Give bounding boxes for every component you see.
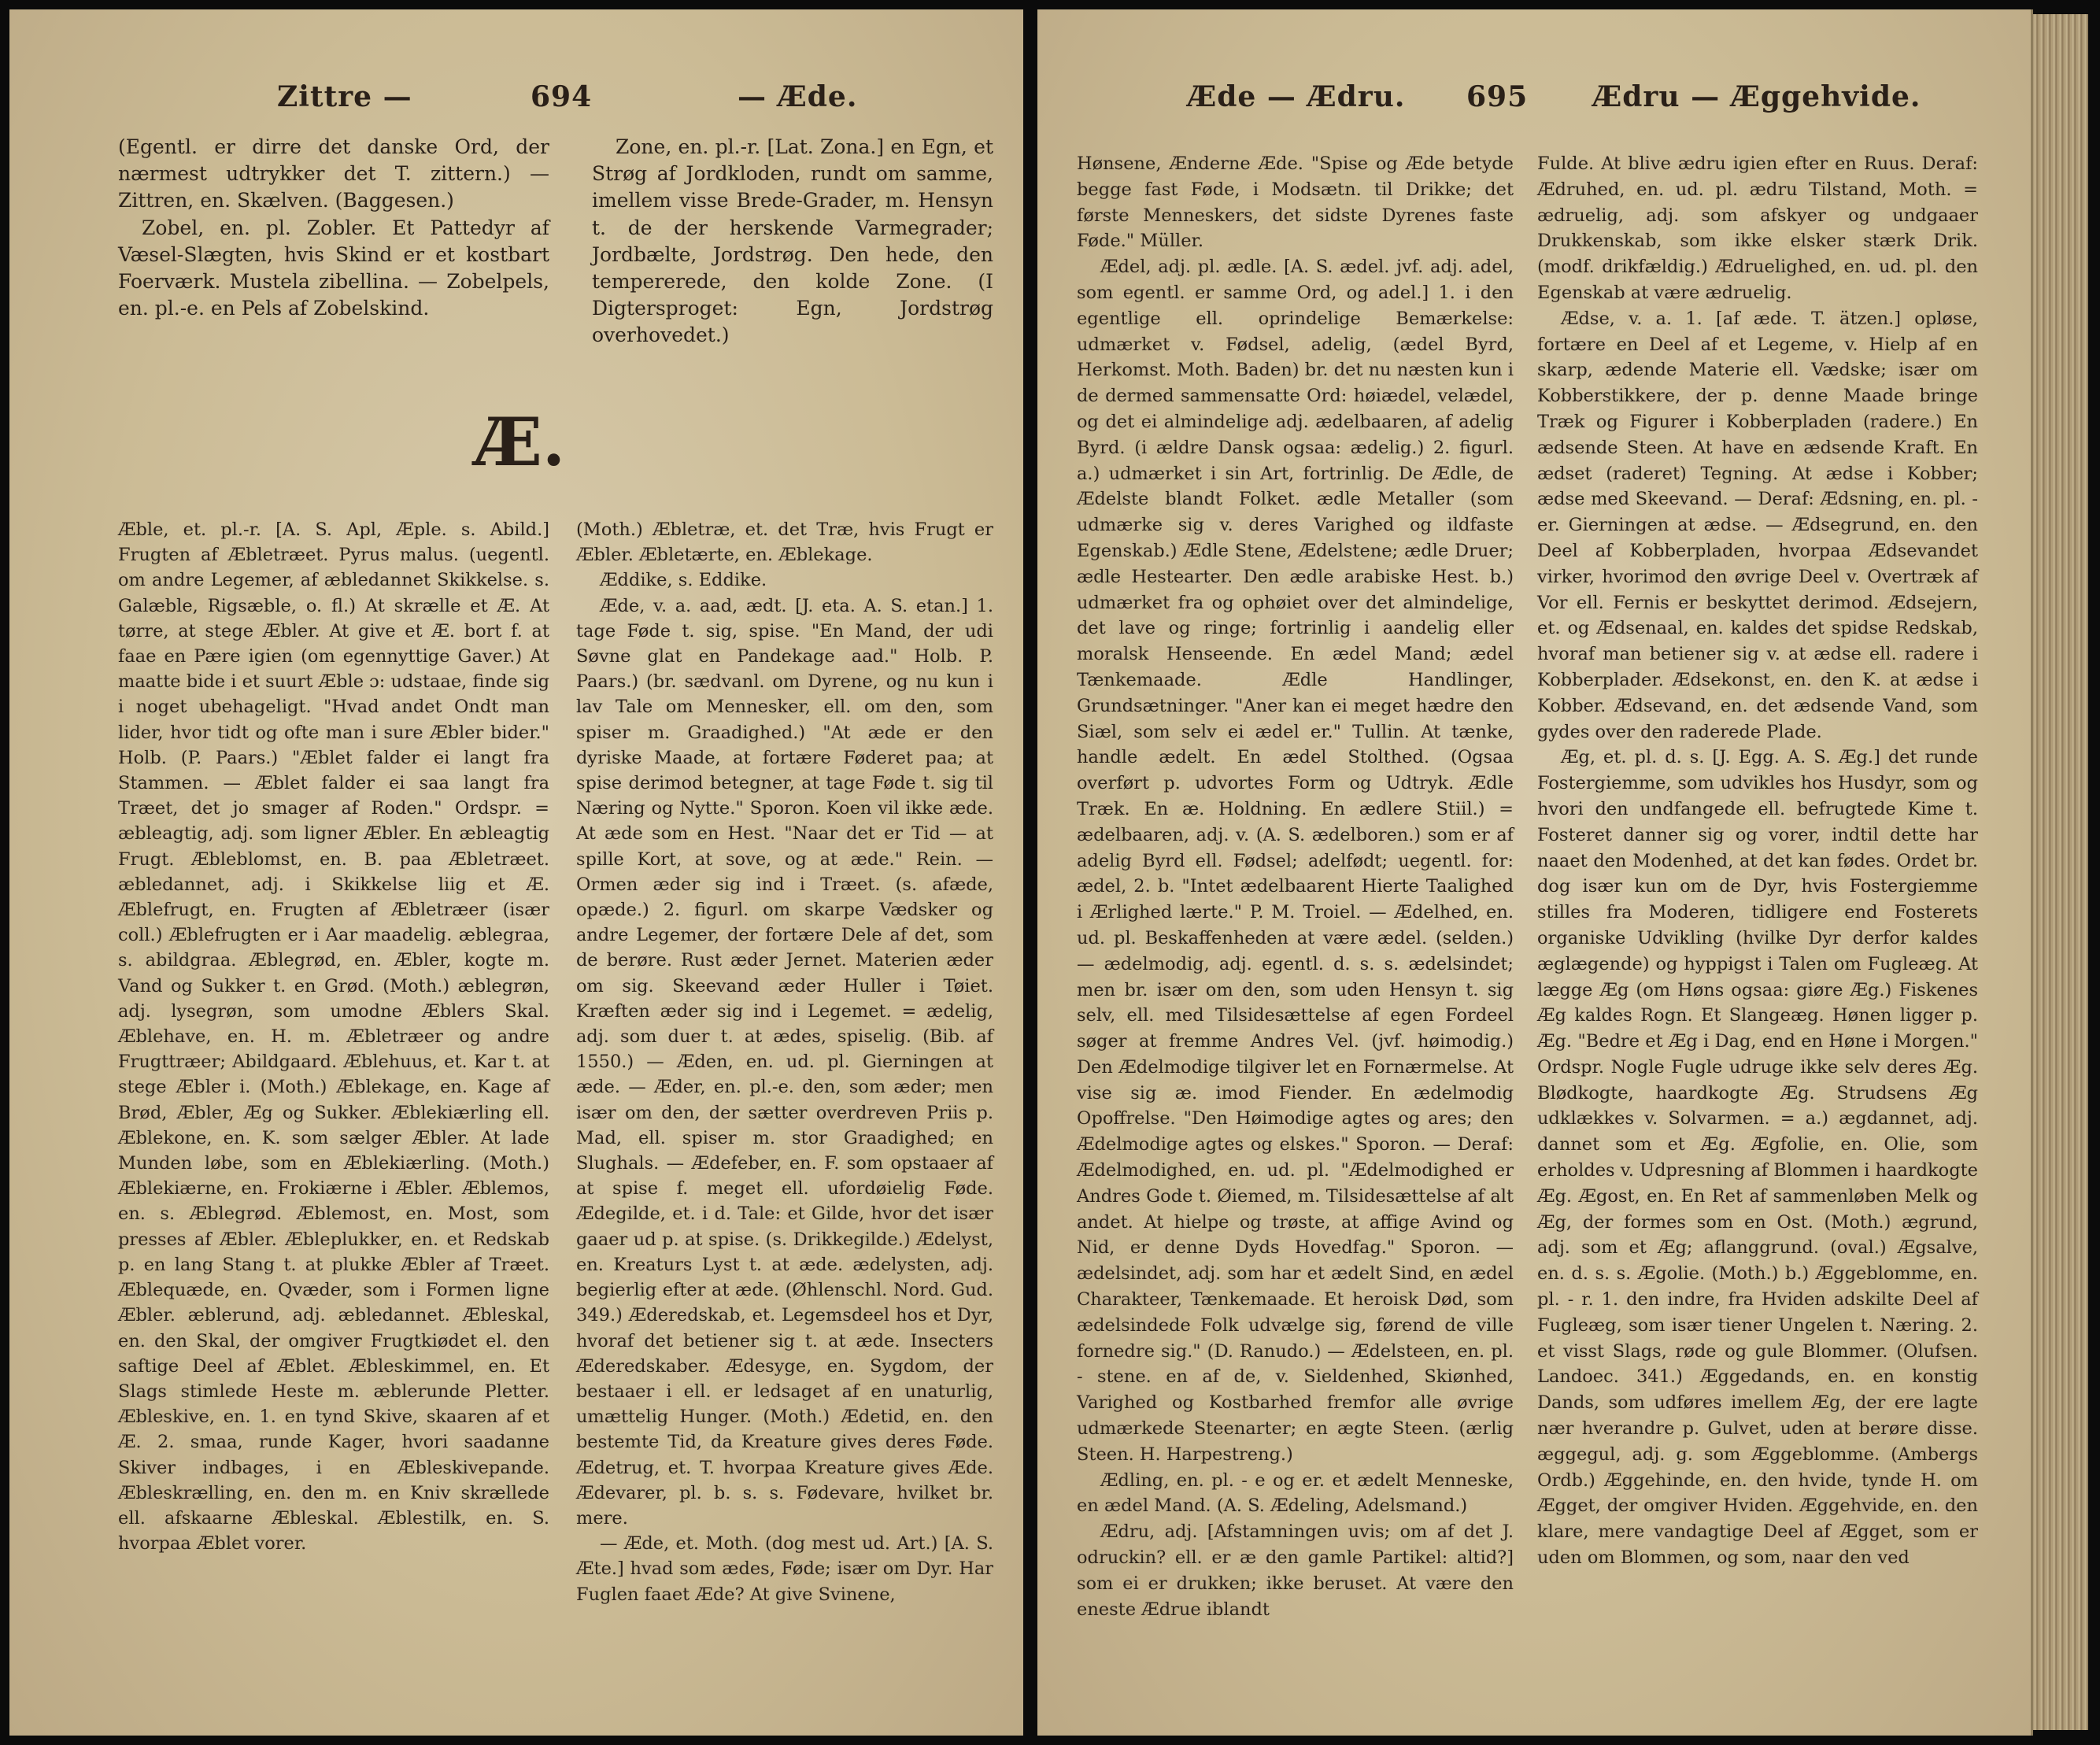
- left-top-column-1: [118, 134, 549, 322]
- left-column-2: [576, 517, 993, 1607]
- entry-aede-verb: Æde, v. a. aad, ædt. [J. eta. A. S. etan.] 1. tage Føde t. sig, spise. "En Mand, der udi Søvne glat en Pandekage aad." Holb. P. Paars.) (br. sædvanl. om Dyrene, og nu kun i lav Tale om Mennesker, ell. om den, som spiser m. Graadighed.) "At æde er den dyriske Maade, at fortære Føderet paa; at spise derimod betegner, at tage Føde t. sig til Næring og Nytte." Sporon. Koen vil ikke æde. At æde som en Hest. "Naar det er Tid — at spille Kort, at sove, og at æde." Rein. — Ormen æder sig ind i Træet. (s. afæde, opæde.) 2. figurl. om skarpe Vædsker og andre Legemer, der fortære Dele af det, som de berøre. Rust æder Jernet. Materien æder om sig. Skeevand æder Huller i Tøiet. Kræften æder sig ind i Legemet. = ædelig, adj. som duer t. at ædes, spiselig. (Bib. af 1550.) — Æden, en. ud. pl. Gierningen at æde. — Æder, en. pl.-e. den, som æder; men især om den, der sætter overdreven Priis p. Mad, ell. spiser m. stor Graadighed; en Slughals. — Ædefeber, en. F. som opstaaer af at spise f. meget ell. ufordøielig Føde. Ædegilde, et. i d. Tale: et Gilde, hvor det især gaaer ud p. at spise. (s. Drikkegilde.) Ædelyst, en. Kreaturs Lyst t. at æde. ædelysten, adj. begierlig efter at æde. (Øhlenschl. Nord. Gud. 349.) Æderedskab, et. Legemsdeel hos et Dyr, hvoraf det betiener sig t. at æde. Insecters Æderedskaber. Ædesyge, en. Sygdom, der bestaaer i ell. er ledsaget af en unaturlig, umættelig Hunger. (Moth.) Ædetid, en. den bestemte Tid, da Kreature gives deres Føde. Ædetrug, et. T. hvorpaa Kreature gives Æde. Ædevarer, pl. b. s. s. Fødevare, hvilket br. mere.: [576, 595, 993, 1529]
- entry-aedru: Ædru, adj. [Afstamningen uvis; om af det J. odruckin? ell. er æ den gamle Partikel: altid?] som ei er drukken; ikke beruset. At være den eneste Ædrue iblandt: [1077, 1521, 1514, 1620]
- entry-zobel: Zobel, en. pl. Zobler. Et Pattedyr af Væsel-Slægten, hvis Skind er et kostbart Foerværk. Mustela zibellina. — Zobelpels, en. pl.-e. en Pels af Zobelskind.: [118, 216, 549, 320]
- entry-aebletrae: (Moth.) Æbletræ, et. det Træ, hvis Frugt er Æbler. Æbletærte, en. Æblekage.: [576, 519, 993, 566]
- entry-aeble: Æble, et. pl.-r. [A. S. Apl, Æple. s. Abild.] Frugten af Æbletræet. Pyrus malus. (uegentl. om andre Legemer, af æbledannet Skikkelse. s. Galæble, Rigsæble, o. fl.) At skrælle et Æ. At tørre, at stege Æbler. At give et Æ. bort f. at faae en Pære igien (om egennyttige Gaver.) At maatte bide i et suurt Æble ɔ: udstaae, finde sig i noget ubehageligt. "Hvad andet Ondt man lider, hvor tidt og ofte man i sure Æbler bider." Holb. (P. Paars.) "Æblet falder ei langt fra Stammen. — Æblet falder ei saa langt fra Træet, det jo smager af Roden." Ordspr. = æbleagtig, adj. som ligner Æbler. En æbleagtig Frugt. Æbleblomst, en. B. paa Æbletræet. æbledannet, adj. i Skikkelse liig et Æ. Æblefrugt, en. Frugten af Æbletræer (især coll.) Æblefrugten er i Aar maadelig. æblegraa, s. abildgraa. Æblegrød, en. Æbler, kogte m. Vand og Sukker t. en Grød. (Moth.) æblegrøn, adj. lysegrøn, som umodne Æblers Skal. Æblehave, en. H. m. Æbletræer og andre Frugttræer; Abildgaard. Æblehuus, et. Kar t. at stege Æbler i. (Moth.) Æblekage, en. Kage af Brød, Æbler, Æg og Sukker. Æblekiærling ell. Æblekone, en. K. som sælger Æbler. At lade Munden løbe, som en Æblekiærling. (Moth.) Æblekiærne, en. Frokiærne i Æbler. Æblemos, en. s. Æblegrød. Æblemost, en. Most, som presses af Æbler. Æbleplukker, en. et Redskab p. en lang Stang t. at plukke Æbler af Træet. Æblequæde, en. Qvæder, som i Formen ligne Æbler. æblerund, adj. æbledannet. Æbleskal, en. den Skal, der omgiver Frugtkiødet el. den saftige Deel af Æblet. Æbleskimmel, en. Et Slags stimlede Heste m. æblerunde Pletter. Æbleskive, en. 1. en tynd Skive, skaaren af et Æ. 2. smaa, runde Kager, hvori saadanne Skiver indbages, i en Æbleskivepande. Æbleskrælling, en. den m. en Kniv skrællede ell. afskaarne Æbleskal. Æblestilk, en. S. hvorpaa Æblet vorer.: [118, 519, 549, 1555]
- right-column-1: [1077, 151, 1514, 1622]
- right-column-2: [1537, 151, 1978, 1571]
- entry-aede-cont: Hønsene, Ænderne Æde. "Spise og Æde betyde begge fast Føde, i Modsætn. til Drikke; det første Menneskers, det sidste Dyrenes faste Føde." Müller.: [1077, 153, 1514, 252]
- entry-aedse: Ædse, v. a. 1. [af æde. T. ätzen.] opløse, fortære en Deel af et Legeme, v. Hielp af en skarp, ædende Materie ell. Vædske; især om Kobberstikkere, der p. denne Maade bringe Træk og Figurer i Kobberpladen (radere.) En ædsende Steen. At have en ædsende Kraft. En ædset (raderet) Tegning. At ædse i Kobber; ædse med Skeevand. — Deraf: Ædsning, en. pl. - er. Gierningen at ædse. — Ædsegrund, en. den Deel af Kobberpladen, hvorpaa Ædsevandet virker, hvorimod den øvrige Deel v. Overtræk af Vor ell. Fernis er beskyttet derimod. Ædsejern, et. og Ædsenaal, en. kaldes det spidse Redskab, hvoraf man betiener sig v. at ædse ell. radere i Kobberplader. Ædsekonst, en. den K. at ædse i Kobber. Ædsevand, en. det ædsende Vand, som gydes over den raderede Plade.: [1537, 308, 1978, 742]
- page-edges: [2033, 14, 2088, 1730]
- left-running-head-end: — Æde.: [738, 80, 858, 113]
- entry-aeg: Æg, et. pl. d. s. [J. Egg. A. S. Æg.] det runde Fostergiemme, som udvikles hos Husdyr, som og hvori den undfangede ell. befrugtede Kime t. Fosteret danner sig og vorer, indtil dette har naaet den Modenhed, at det kan fødes. Ordet br. dog især kun om de Dyr, hvis Fostergiemme stilles fra Moderen, tidligere end Fosterets organiske Udvikling (hvilke Dyr derfor kaldes æglægende) og hyppigst i Talen om Fugleæg. At lægge Æg (om Høns ogsaa: giøre Æg.) Fiskenes Æg kaldes Rogn. Et Slangeæg. Hønen ligger p. Æg. "Bedre et Æg i Dag, end en Høne i Morgen." Ordspr. Nogle Fugle udruge ikke selv deres Æg. Blødkogte, haardkogte Æg. Strudsens Æg udklækkes v. Solvarmen. = a.) ægdannet, adj. dannet som et Æg. Ægfolie, en. Olie, som erholdes v. Udpresning af Blommen i haardkogte Æg. Ægost, en. En Ret af sammenløben Melk og Æg, der formes som en Ost. (Moth.) ægrund, adj. som et Æg; aflanggrund. (oval.) Ægsalve, en. d. s. s. Ægolie. (Moth.) b.) Æggeblomme, en. pl. - r. 1. den indre, fra Hviden adskilte Deel af Fugleæg, som især tiener Ungelen t. Næring. 2. et visst Slags, røde og gule Blommer. (Olufsen. Landoec. 341.) Æggedands, en. en konstig Dands, som udføres imellem Æg, der ere lagte nær hverandre p. Gulvet, uden at berøre disse. æggegul, adj. g. som Æggeblomme. (Ambergs Ordb.) Æggehinde, en. den hvide, tynde H. om Ægget, der omgiver Hviden. Æggehvide, en. den klare, mere vandagtige Deel af Ægget, som er uden om Blommen, og som, naar den ved: [1537, 747, 1978, 1569]
- entry-aedel: Ædel, adj. pl. ædle. [A. S. ædel. jvf. adj. adel, som egentl. er samme Ord, og adel.] 1. i den egentlige ell. oprindelige Bemærkelse: udmærket v. Fødsel, adelig, (ædel Byrd, Herkomst. Moth. Baden) br. det nu næsten kun i de dermed sammensatte Ord: høiædel, velædel, og det ei almindelige adj. ædelbaaren, af adelig Byrd. (i ældre Dansk ogsaa: ædelig.) 2. figurl. a.) udmærket i sin Art, fortrinlig. De Ædle, de Ædelste blandt Folket. ædle Metaller (som udmærke sig v. deres Varighed og ildfaste Egenskab.) Ædle Stene, Ædelstene; ædle Druer; ædle Hestearter. Den ædle arabiske Hest. b.) udmærket fra og ophøiet over det almindelige, det lave og ringe; fortrinlig i aandelig eller moralsk Henseende. En ædel Mand; ædel Tænkemaade. Ædle Handlinger, Grundsætninger. "Aner kan ei meget hædre den Siæl, som selv ei ædel er." Tullin. At tænke, handle ædelt. En ædel Stolthed. (Ogsaa overført p. udvortes Form og Udtryk. Ædle Træk. En æ. Holdning. En ædlere Stiil.) = ædelbaaren, adj. v. (A. S. ædelboren.) som er af adelig Byrd ell. Fødsel; adelfødt; uegentl. for: ædel, 2. b. "Intet ædelbaarent Hierte Taalighed i Ærlighed lærte." P. M. Troiel. — Ædelhed, en. ud. pl. Beskaffenheden at være ædel. (selden.) — ædelmodig, adj. egentl. d. s. s. ædelsindet; men br. især om den, som uden Hensyn t. sig selv, ell. med Tilsidesættelse af egen Fordeel søger at fremme Andres Vel. (jvf. høimodig.) Den Ædelmodige tilgiver let en Fornærmelse. At vise sig æ. imod Fiender. En ædelmodig Opoffrelse. "Den Høimodige agtes og ares; den Ædelmodige agtes og elskes." Sporon. — Deraf: Ædelmodighed, en. ud. pl. "Ædelmodighed er Andres Gode t. Øiemed, m. Tilsidesættelse af alt andet. At hielpe og trøste, at affige Avind og Nid, er denne Dyds Hovedfag." Sporon. — ædelsindet, adj. som har et ædelt Sind, en ædel Charakteer, Tænkemaade. Et heroisk Død, som ædelsindede Folk udvælge sig, førend de ville fornedre sig." (D. Ranudo.) — Ædelsteen, en. pl. - stene. en af de, v. Sieldenhed, Skiønhed, Varighed og Kostbarhed fremfor alle øvrige udmærkede Steenarter; en ægte Steen. (ærlig Steen. H. Harpestreng.): [1077, 257, 1514, 1465]
- entry-zittren: (Egentl. er dirre det danske Ord, der nærmest udtrykker det T. zittern.) — Zittren, en. Skælven. (Baggesen.): [118, 135, 549, 213]
- right-page: [1037, 9, 2033, 1736]
- left-running-head-start: Zittre —: [277, 80, 412, 113]
- right-running-head-end: Ædru — Æggehvide.: [1592, 80, 1921, 113]
- entry-aedling: Ædling, en. pl. - e og er. et ædelt Menneske, en ædel Mand. (A. S. Ædeling, Adelsmand.): [1077, 1470, 1514, 1517]
- left-top-column-2: [592, 134, 993, 349]
- right-running-head-start: Æde — Ædru.: [1187, 80, 1406, 113]
- left-page: [9, 9, 1023, 1736]
- section-letter-ae: Æ.: [474, 403, 566, 481]
- book-gutter: [1023, 9, 1037, 1736]
- left-column-1: [118, 517, 549, 1556]
- left-page-number: 694: [531, 80, 593, 113]
- entry-zone: Zone, en. pl.-r. [Lat. Zona.] en Egn, et Strøg af Jordkloden, rundt om samme, imellem visse Brede-Grader, m. Hensyn t. de der herskende Varmegrader; Jordbælte, Jordstrøg. Den hede, den tempererede, den kolde Zone. (I Digtersproget: Egn, Jordstrøg overhovedet.): [592, 135, 993, 347]
- entry-aede-noun: — Æde, et. Moth. (dog mest ud. Art.) [A. S. Æte.] hvad som ædes, Føde; især om Dyr. Har Fuglen faaet Æde? At give Svinene,: [576, 1533, 993, 1605]
- entry-aeddike: Æddike, s. Eddike.: [600, 570, 767, 591]
- entry-aedru-cont: Fulde. At blive ædru igien efter en Ruus. Deraf: Ædruhed, en. ud. pl. ædru Tilstand, Moth. = ædruelig, adj. som afskyer og undgaaer Drukkenskab, som ikke elsker stærk Drik. (modf. drikfældig.) Ædruelighed, en. ud. pl. den Egenskab at være ædruelig.: [1537, 153, 1978, 303]
- right-page-number: 695: [1466, 80, 1529, 113]
